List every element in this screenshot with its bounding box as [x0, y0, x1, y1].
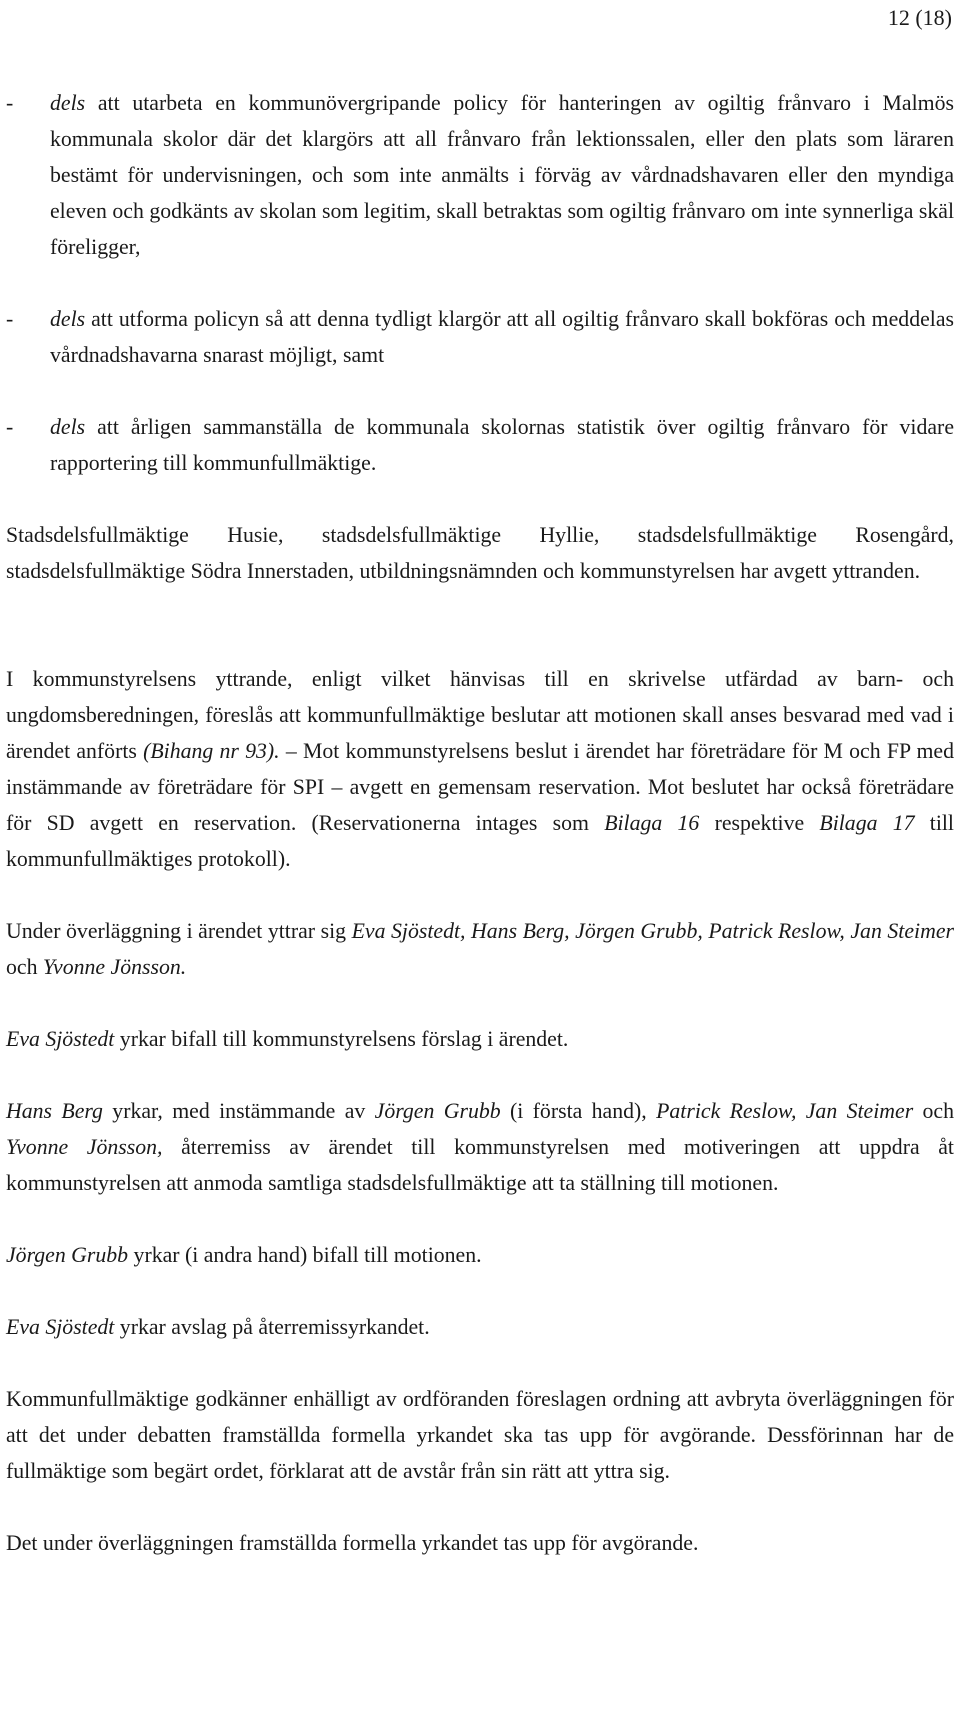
text-run: och — [913, 1099, 955, 1123]
list-dash: - — [6, 307, 14, 331]
paragraph-kommunstyrelsen — [6, 661, 954, 877]
text-run: yrkar (i andra hand) bifall till motionen. — [128, 1243, 482, 1267]
list-lead: dels — [50, 415, 86, 439]
text-run: och — [6, 955, 43, 979]
speaker-names: Eva Sjöstedt, Hans Berg, Jörgen Grubb, Patrick Reslow, Jan Steimer — [351, 919, 954, 943]
list-item — [6, 409, 954, 481]
text-run: yrkar bifall till kommunstyrelsens förslag i ärendet. — [114, 1027, 569, 1051]
list-item — [6, 85, 954, 265]
paragraph-hans-aterremiss — [6, 1093, 954, 1201]
text-run: – Mot kommunstyrelsens beslut i ärendet har företrädare för M och FP med instämmande av företrädare för SPI – avgett en gemensam reservation. Mot beslutet har också företrädare för SD avgett en reservation. (Reservationerna intages som — [6, 739, 955, 835]
paragraph-kf-ordning: Kommunfullmäktige godkänner enhälligt av ordföranden föreslagen ordning att avbryta överläggningen för att det under debatten framställda formella yrkandet ska tas upp för avgörande. Dessförinnan har de fullmäktige som begärt ordet, förklarat att de avstår från sin rätt att yttra sig. — [6, 1387, 954, 1483]
speaker-name: Jörgen Grubb — [6, 1243, 129, 1267]
list-text: att utarbeta en kommunövergripande policy för hanteringen av ogiltig frånvaro i Malmös kommunala skolor där det klargörs att all frånvaro från lektionssalen, eller den plats som läraren bestämt för undervisningen, och som inte anmälts i förväg av vårdnadshavaren eller den myndiga eleven och godkänts av skolan som legitim, skall betraktas som ogiltig frånvaro om inte synnerliga skäl föreligger, — [50, 91, 954, 259]
speaker-name: Hans Berg — [6, 1099, 103, 1123]
speaker-names: Patrick Reslow, Jan Steimer — [656, 1099, 914, 1123]
bilaga-16-reference: Bilaga 16 — [604, 811, 700, 835]
document-body — [6, 85, 954, 1561]
paragraph-overlaggning — [6, 913, 954, 985]
bihang-reference: (Bihang nr 93). — [143, 739, 280, 763]
list-item — [6, 301, 954, 373]
speaker-name: Jörgen Grubb — [374, 1099, 501, 1123]
paragraph-jorgen-bifall — [6, 1237, 954, 1273]
speaker-name: Yvonne Jönsson, — [6, 1135, 163, 1159]
speaker-name: Eva Sjöstedt — [6, 1315, 115, 1339]
list-text: att utforma policyn så att denna tydligt klargör att all ogiltig frånvaro skall bokföras och meddelas vårdnadshavarna snarast möjligt, samt — [50, 307, 954, 367]
list-dash: - — [6, 415, 14, 439]
text-run: Under överläggning i ärendet yttrar sig — [6, 919, 352, 943]
list-lead: dels — [50, 307, 86, 331]
list-lead: dels — [50, 91, 86, 115]
paragraph-avgorande: Det under överläggningen framställda formella yrkandet tas upp för avgörande. — [6, 1531, 699, 1555]
speaker-name: Yvonne Jönsson. — [42, 955, 187, 979]
paragraph-eva-avslag — [6, 1309, 954, 1345]
text-run: återremiss av ärendet till kommunstyrelsen med motiveringen att uppdra åt kommunstyrelsen att anmoda samtliga stadsdelsfullmäktige att ta ställning till motionen. — [6, 1135, 954, 1195]
text-run: till kommunfullmäktiges protokoll). — [6, 811, 954, 871]
speaker-name: Eva Sjöstedt — [6, 1027, 115, 1051]
text-run: (i första hand), — [500, 1099, 657, 1123]
list-dash: - — [6, 91, 14, 115]
bilaga-17-reference: Bilaga 17 — [819, 811, 915, 835]
paragraph-eva-bifall — [6, 1021, 954, 1057]
text-run: yrkar avslag på återremissyrkandet. — [114, 1315, 430, 1339]
paragraph-yttranden: Stadsdelsfullmäktige Husie, stadsdelsfullmäktige Hyllie, stadsdelsfullmäktige Rosengård, stadsdelsfullmäktige Södra Innerstaden, utbildningsnämnden och kommunstyrelsen har avgett yttranden. — [6, 523, 954, 583]
text-run: yrkar, med instämmande av — [102, 1099, 375, 1123]
text-run: I kommunstyrelsens yttrande, enligt vilket hänvisas till en skrivelse utfärdad av barn- och ungdomsberedningen, föreslås att kommunfullmäktige beslutar att motionen skall anses besvarad med vad i ärendet anförts — [6, 667, 954, 763]
text-run: respektive — [699, 811, 820, 835]
list-text: att årligen sammanställa de kommunala skolornas statistik över ogiltig frånvaro för vidare rapportering till kommunfullmäktige. — [50, 415, 954, 475]
page-number: 12 (18) — [887, 5, 952, 30]
